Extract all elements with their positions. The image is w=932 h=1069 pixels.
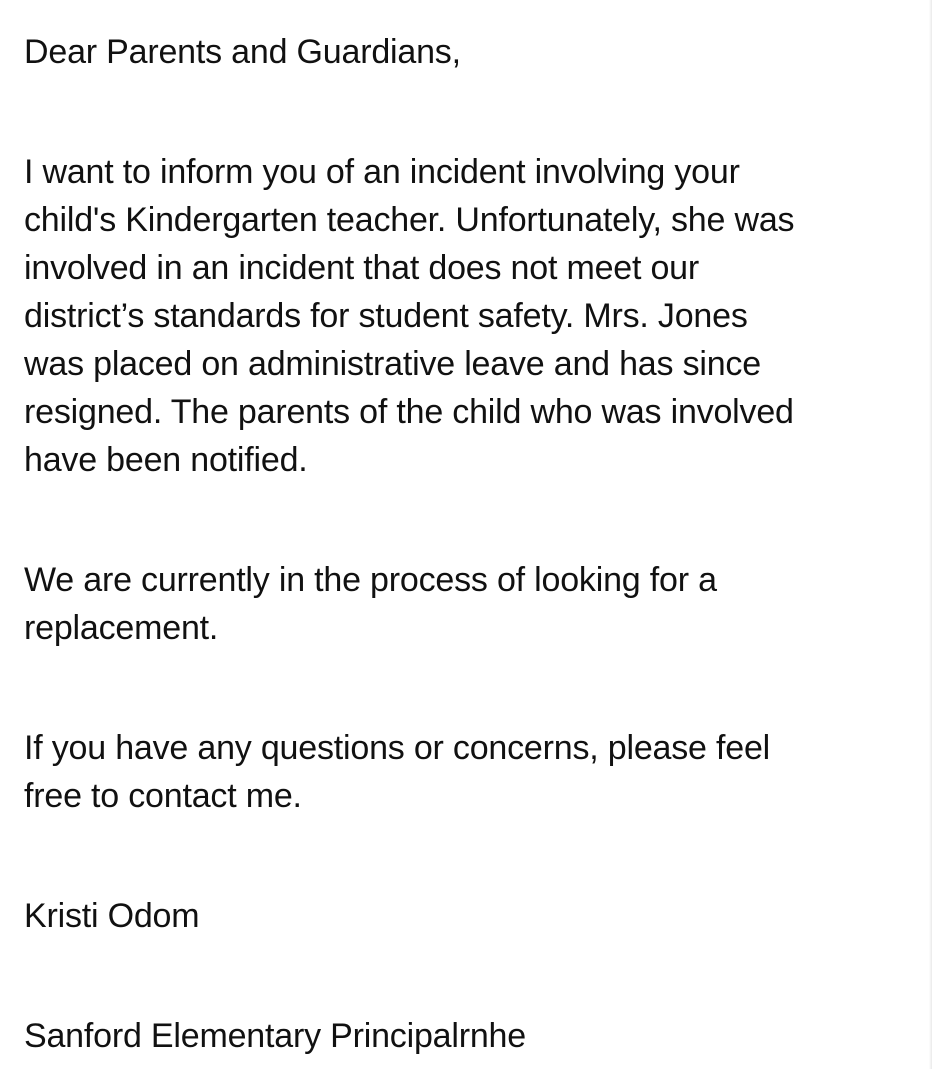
paragraph-line: have been notified. bbox=[24, 441, 308, 479]
contact-paragraph bbox=[24, 724, 914, 820]
paragraph-line: child's Kindergarten teacher. Unfortunately, she was bbox=[24, 201, 795, 239]
paragraph-gap bbox=[24, 820, 914, 892]
paragraph-line: was placed on administrative leave and has since bbox=[24, 345, 761, 383]
signature-title: Sanford Elementary Principalrnhe bbox=[24, 1017, 526, 1055]
paragraph-gap bbox=[24, 76, 914, 148]
paragraph-line: free to contact me. bbox=[24, 777, 302, 815]
paragraph-gap bbox=[24, 484, 914, 556]
incident-paragraph bbox=[24, 148, 914, 484]
greeting: Dear Parents and Guardians, bbox=[24, 33, 461, 71]
paragraph-line: district’s standards for student safety. Mrs. Jones bbox=[24, 297, 748, 335]
paragraph-line: involved in an incident that does not meet our bbox=[24, 249, 700, 287]
signature-name: Kristi Odom bbox=[24, 897, 200, 935]
paragraph-gap bbox=[24, 652, 914, 724]
paragraph-line: replacement. bbox=[24, 609, 219, 647]
paragraph-line: If you have any questions or concerns, please feel bbox=[24, 729, 771, 767]
letter-body bbox=[24, 28, 914, 1060]
replacement-paragraph bbox=[24, 556, 914, 652]
paragraph-line: I want to inform you of an incident involving your bbox=[24, 153, 740, 191]
paragraph-line: We are currently in the process of looking for a bbox=[24, 561, 717, 599]
paragraph-line: resigned. The parents of the child who was involved bbox=[24, 393, 794, 431]
paragraph-gap bbox=[24, 940, 914, 1012]
